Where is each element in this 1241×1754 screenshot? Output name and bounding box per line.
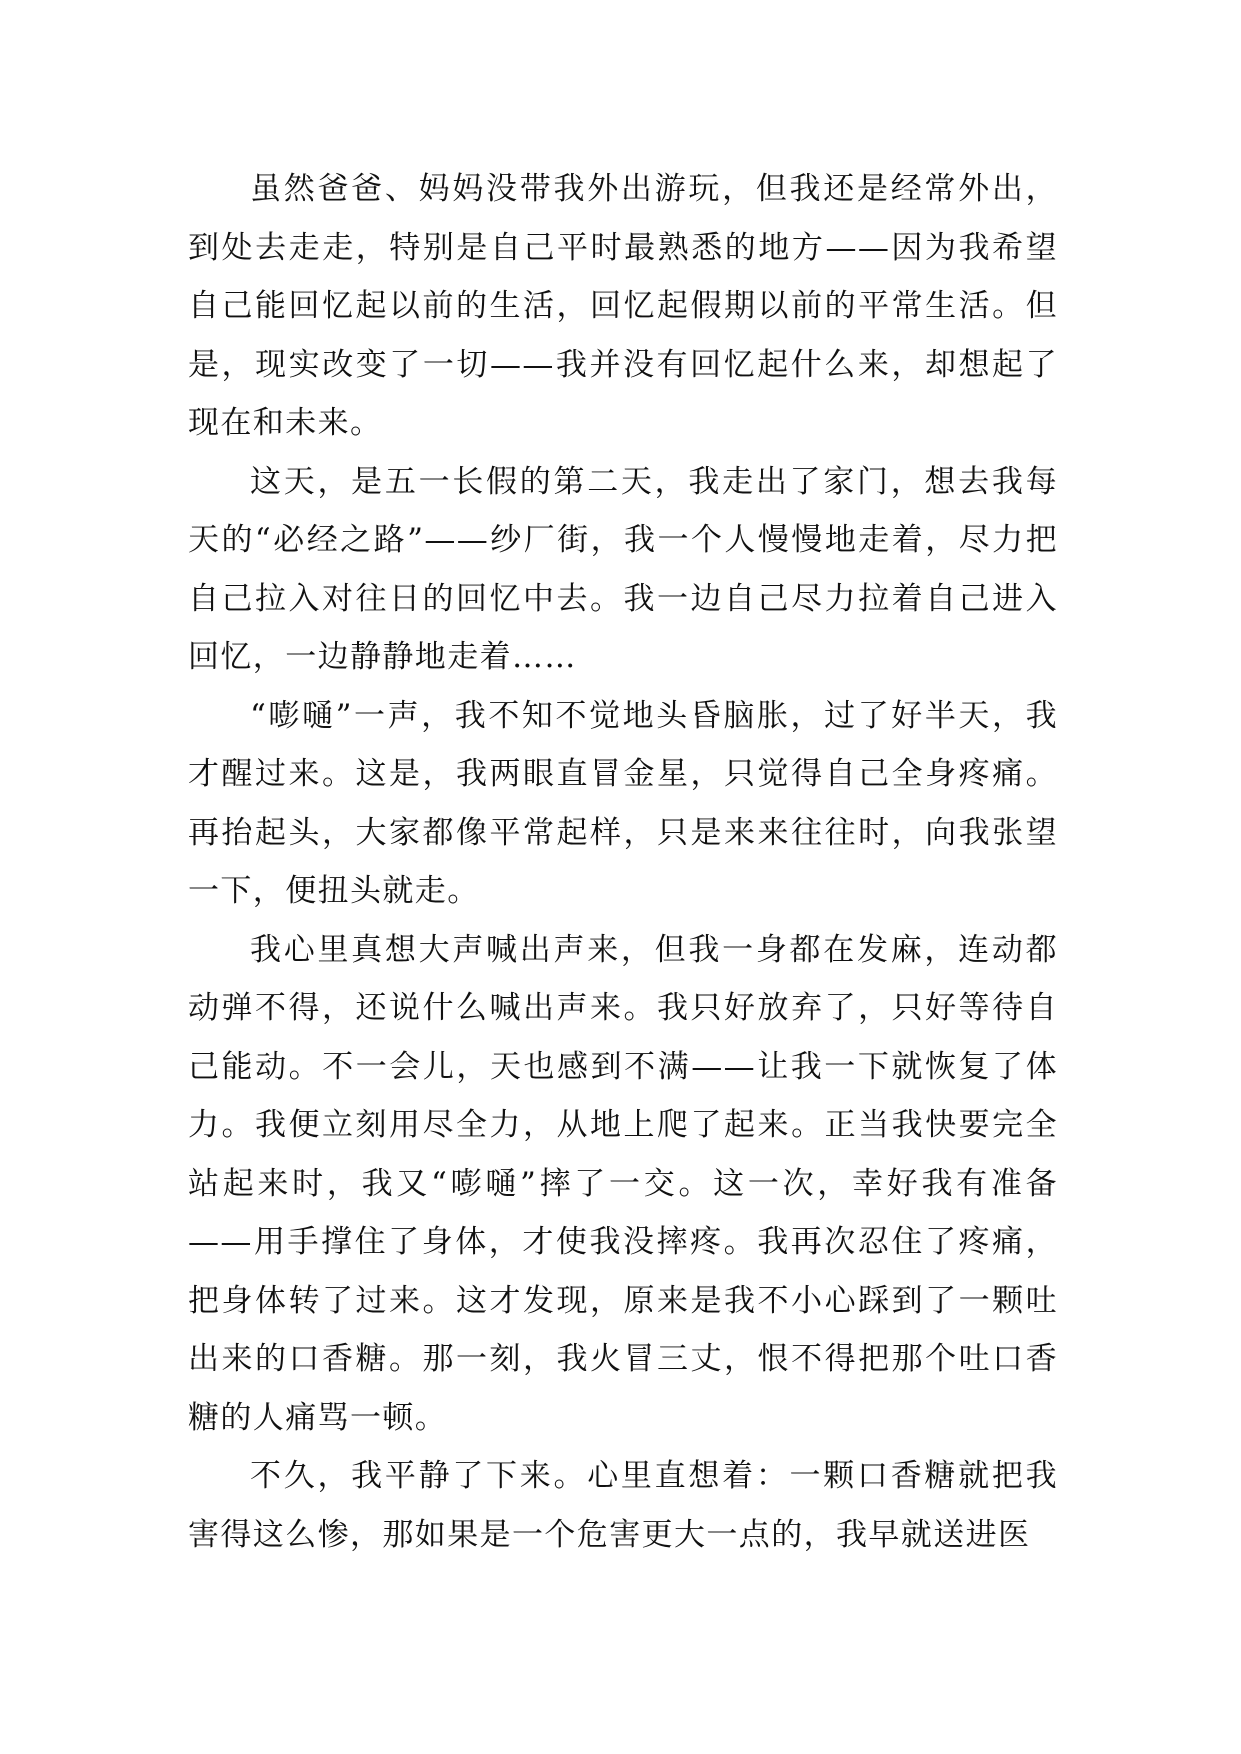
paragraph-2: 这天，是五一长假的第二天，我走出了家门，想去我每天的“必经之路”——纱厂街，我一个人慢慢地走着，尽力把自己拉入对往日的回忆中去。我一边自己尽力拉着自己进入回忆，一边静静地走着…… (188, 463, 1058, 675)
body-text (188, 160, 1058, 1564)
paragraph-5: 不久，我平静了下来。心里直想着：一颗口香糖就把我害得这么惨，那如果是一个危害更大一点的，我早就送进医 (188, 1458, 1058, 1553)
paragraph-4: 我心里真想大声喊出声来，但我一身都在发麻，连动都动弹不得，还说什么喊出声来。我只好放弃了，只好等待自己能动。不一会儿，天也感到不满——让我一下就恢复了体力。我便立刻用尽全力，从地上爬了起来。正当我快要完全站起来时，我又“嘭嗵”摔了一交。这一次，幸好我有准备——用手撑住了身体，才使我没摔疼。我再次忍住了疼痛，把身体转了过来。这才发现，原来是我不小心踩到了一颗吐出来的口香糖。那一刻，我火冒三丈，恨不得把那个吐口香糖的人痛骂一顿。 (188, 931, 1058, 1436)
paragraph-3: “嘭嗵”一声，我不知不觉地头昏脑胀，过了好半天，我才醒过来。这是，我两眼直冒金星，只觉得自己全身疼痛。再抬起头，大家都像平常起样，只是来来往往时，向我张望一下，便扭头就走。 (188, 697, 1058, 909)
paragraph-1: 虽然爸爸、妈妈没带我外出游玩，但我还是经常外出，到处去走走，特别是自己平时最熟悉的地方——因为我希望自己能回忆起以前的生活，回忆起假期以前的平常生活。但是，现实改变了一切——我并没有回忆起什么来，却想起了现在和未来。 (188, 171, 1058, 441)
